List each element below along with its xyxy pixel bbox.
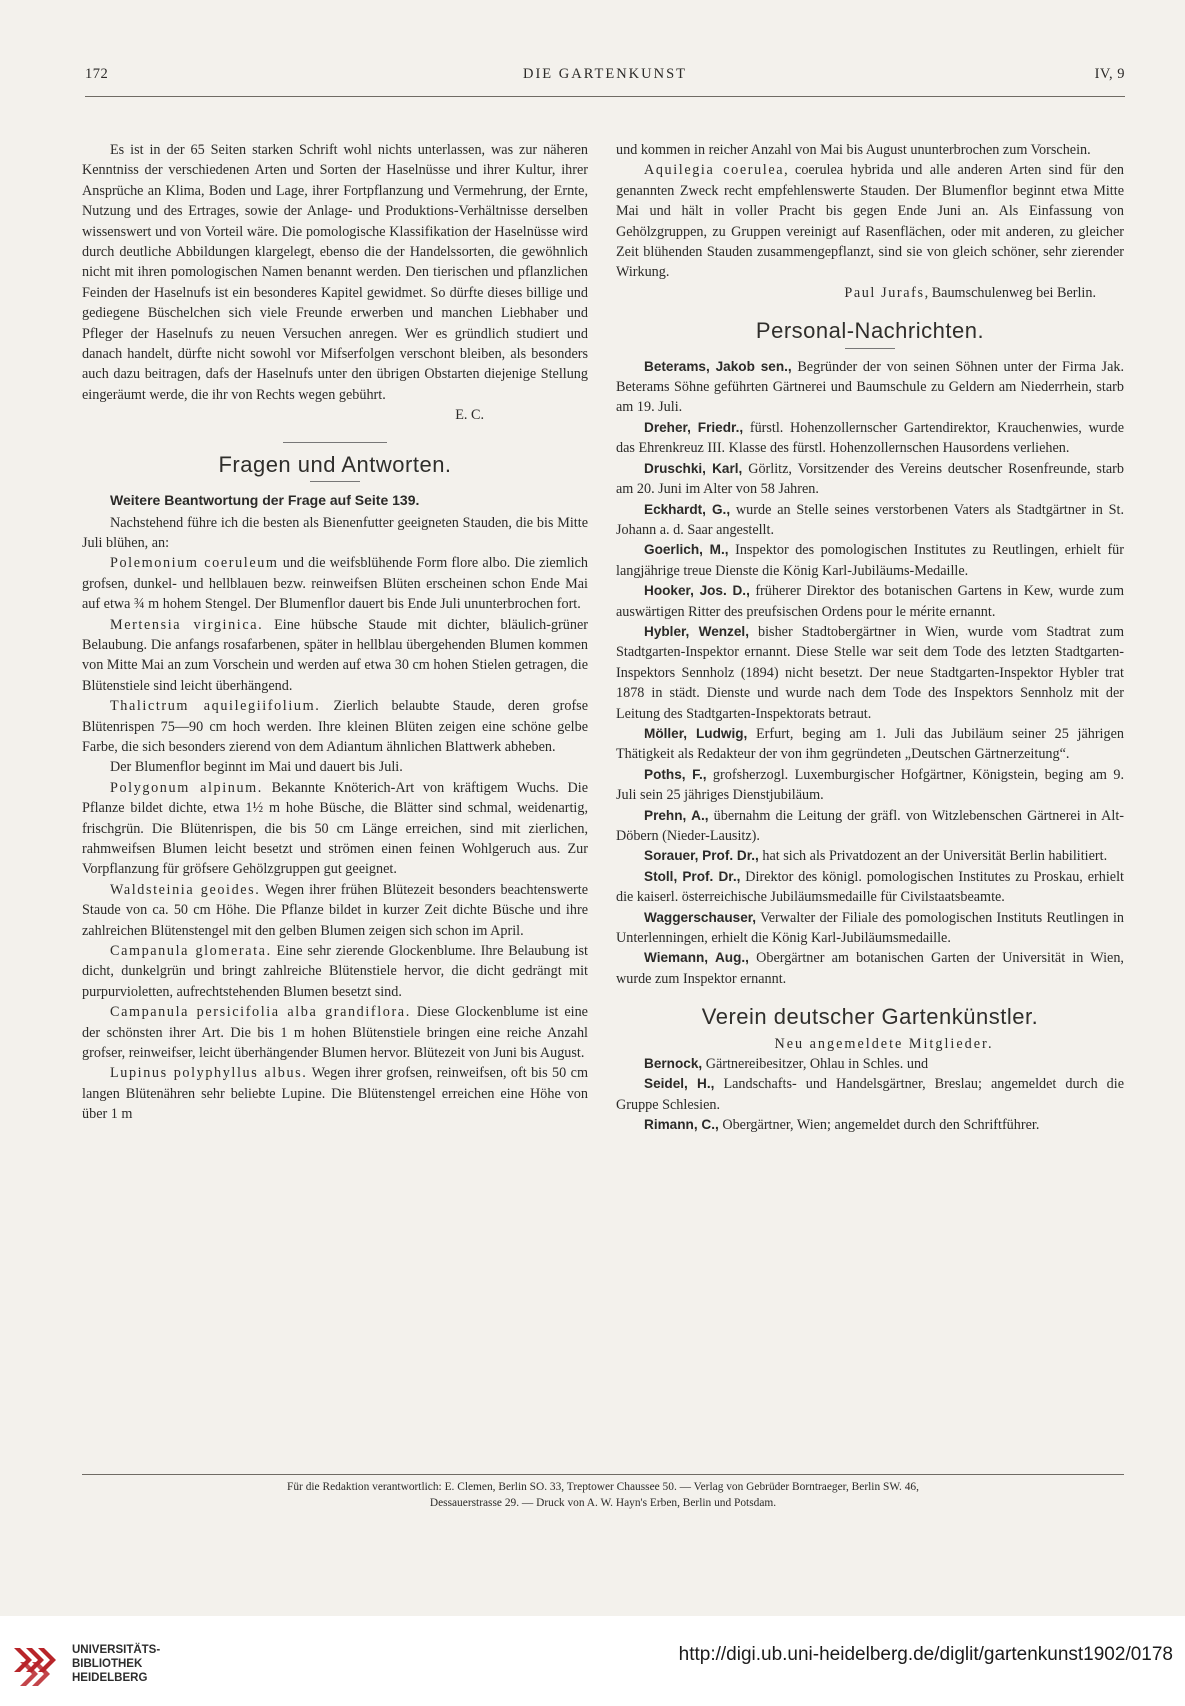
imprint-footer [82, 1479, 1124, 1511]
aquilegia-paragraph [616, 160, 1124, 282]
plant-entry [82, 615, 588, 697]
continuation-paragraph: und kommen in reicher Anzahl von Mai bis August ununterbrochen zum Vorschein. [616, 142, 1091, 158]
person-text: Görlitz, Vorsitzender des Vereins deutscher Rosenfreunde, starb am 20. Juni im Alter von 58 Jahren. [616, 460, 1125, 498]
plant-name: Aquilegia coerulea [644, 162, 785, 179]
plant-entry [82, 880, 588, 941]
signature-name: Paul Jurafs [844, 284, 925, 301]
plant-text: Diese Glockenblume ist eine der schönsten ihrer Art. Die bis 1 m hohen Blütenstiele bringen eine reiche Anzahl grofser, reinweifser, leicht überhängender Blumen hervor. Blütezeit von Juni bis August. [82, 1004, 588, 1062]
person-name: Druschki, Karl, [644, 460, 743, 476]
plant-entry [82, 553, 588, 614]
person-name: Dreher, Friedr., [644, 419, 744, 435]
person-text: übernahm die Leitung der gräfl. von Witzlebenschen Gärtnerei in Alt-Döbern (Nieder-Lausitz). [616, 807, 1124, 844]
member-entry [616, 1074, 1124, 1115]
person-entry [616, 622, 1124, 724]
plant-name: Polemonium coeruleum [110, 555, 279, 572]
person-entry [616, 500, 1124, 541]
plant-name: Campanula glomerata. [110, 943, 272, 960]
plant-text: und die weifsblühende Form flore albo. Die ziemlich grofsen, dunkel- und hellblauen bezw. reinweifsen Blüten erscheinen schon Ende Mai auf etwa ¾ m hohem Stengel. Der Blumenflor dauert bis Ende Juli ununterbrochen fort. [82, 555, 588, 613]
person-text: Verwalter der Filiale des pomologischen Instituts Reutlingen in Unterlenningen, erhielt die König Karl-Jubiläumsmedaille. [616, 909, 1124, 947]
plant-text: Zierlich belaubte Staude, deren grofse Blütenrispen 75—90 cm hoch werden. Ihre kleinen Blüten zeigen eine schöne gelbe Farbe, die sich besonders zierend von dem Adiantum ähnlichen Blattwerk abheben. [82, 698, 588, 755]
person-entry [616, 948, 1124, 989]
person-name: Beterams, Jakob sen., [644, 358, 792, 374]
member-text: Gärtnereibesitzer, Ohlau in Schles. und [702, 1056, 929, 1073]
person-name: Stoll, Prof. Dr., [644, 868, 741, 884]
issue-number: IV, 9 [1094, 66, 1125, 82]
person-text: Inspektor des pomologischen Institutes zu Reutlingen, erhielt für langjährige treue Dienste die König Karl-Jubiläums-Medaille. [616, 542, 1124, 579]
person-entry [616, 581, 1124, 622]
imprint-line-1: Für die Redaktion verantwortlich: E. Clemen, Berlin SO. 33, Treptower Chaussee 50. — Verlag von Gebrüder Borntraeger, Berlin SW. 46, [287, 1481, 919, 1493]
person-text: grofsherzogl. Luxemburgischer Hofgärtner, Königstein, beging am 9. Juli sein 25 jähriges Dienstjubiläum. [616, 766, 1125, 804]
person-name: Hooker, Jos. D., [644, 583, 750, 599]
plant-name: Polygonum alpinum. [110, 779, 263, 796]
journal-title: DIE GARTENKUNST [522, 66, 688, 82]
plant-text: , coerulea hybrida und alle anderen Arten sind für den genannten Zweck recht empfehlenswerte Stauden. Der Blumenflor beginnt etwa Mitte Mai und hält in voller Pracht bis gegen Ende Juni an. Als Einfassung von Gehölzgruppen, zu Gruppen vereinigt auf Rasenflächen, oder mit anderen, zu gleicher Zeit blühenden Stauden zusammengepflanzt, sind sie von gleich schöner, sehr zierender Wirkung. [616, 162, 1125, 281]
person-entry [616, 908, 1124, 949]
person-text: Direktor des königl. pomologischen Institutes zu Proskau, erhielt die kaiserl. österreichische Jubiläumsmedaille für Civilstaatsbeamte. [616, 868, 1124, 906]
person-entry [616, 418, 1124, 459]
plant-entry [82, 757, 588, 777]
section-title-fragen: Fragen und Antworten. [218, 451, 452, 477]
plant-name: Lupinus polyphyllus albus. [110, 1065, 308, 1082]
plant-entry [82, 696, 588, 757]
person-name: Prehn, A., [644, 807, 709, 823]
plant-text: Eine hübsche Staude mit dichter, bläulich-grüner Belaubung. Die anfangs rosafarbenen, später in hellblau übergehenden Blumen kommen von Mitte Mai an zum Vorschein und werden auf etwa 30 cm hohen Stielen getragen, die Blütenstiele sind leicht überhängend. [82, 616, 588, 694]
plant-entry [82, 778, 588, 880]
person-entry [616, 357, 1124, 418]
title-underline [845, 348, 895, 349]
plant-entry [82, 1002, 588, 1063]
permalink-url[interactable]: http://digi.ub.uni-heidelberg.de/diglit/gartenkunst1902/0178 [678, 1644, 1173, 1665]
plant-name: Mertensia virginica. [110, 616, 264, 633]
person-name: Eckhardt, G., [644, 501, 731, 517]
title-underline [310, 481, 360, 482]
plant-list [82, 553, 588, 1124]
plant-name: Campanula persicifolia alba grandiflora. [110, 1004, 411, 1021]
verein-subtitle: Neu angemeldete Mitglieder. [774, 1035, 994, 1052]
imprint-line-2: Dessauerstrasse 29. — Druck von A. W. Hayn's Erben, Berlin und Potsdam. [429, 1497, 777, 1509]
plant-text: Der Blumenflor beginnt im Mai und dauert bis Juli. [110, 759, 403, 776]
person-text: Begründer der von seinen Söhnen unter der Firma Jak. Beterams Söhne geführten Gärtnerei und Baumschule zu Geldern am Niederrhein, starb am 19. Juli. [616, 358, 1125, 416]
person-list [616, 357, 1124, 990]
person-entry [616, 765, 1124, 806]
person-text: fürstl. Hohenzollernscher Gartendirektor, Krauchenwies, wurde das Ehrenkreuz III. Klasse des fürstl. Hohenzollernschen Hausordens verliehen. [616, 419, 1124, 457]
person-text: wurde an Stelle seines verstorbenen Vaters als Stadtgärtner in St. Johann a. d. Saar angestellt. [616, 501, 1125, 538]
person-name: Goerlich, M., [644, 542, 729, 558]
person-name: Wiemann, Aug., [644, 950, 749, 966]
answer-signature [616, 283, 1124, 303]
left-column [82, 140, 588, 1125]
plant-text: Wegen ihrer grofsen, reinweifsen, oft bis 50 cm langen Blütenähren sehr beliebte Lupine. Die Blütenstengel erreichen eine Höhe von über 1 m [82, 1065, 588, 1123]
person-name: Hybler, Wenzel, [644, 623, 749, 639]
member-list [616, 1054, 1124, 1136]
plant-name: Thalictrum aquilegiifolium. [110, 698, 321, 715]
person-name: Möller, Ludwig, [644, 725, 748, 741]
running-header [85, 66, 1125, 92]
person-text: bisher Stadtobergärtner in Wien, wurde vom Stadtrat zum Stadtgarten-Inspektor ernannt. Diese Stelle war seit dem Tode des letzten Stadtgarten-Inspektors Sennholz (1894) nicht besetzt. Der neue Stadtgarten-Inspektor Hybler trat 1878 in städt. Dienste und wurde nach dem Tode des Inspektors Sennholz mit der Leitung des Stadtgarten-Inspektorats betraut. [616, 623, 1124, 722]
plant-text: Bekannte Knöterich-Art von kräftigem Wuchs. Die Pflanze bildet dichte, etwa 1½ m hohe Büsche, die Blätter sind schmal, weidenartig, frischgrün. Die Blütenrispen, die bis 50 cm Länge erreichen, sind mit zierlichen, rahmweifsen Blumen leicht besetzt und strömen einen feinen Wohlgeruch aus. Zur Vorpflanzung für gröfsere Gehölzgruppen gut geeignet. [82, 779, 588, 878]
member-entry [616, 1115, 1124, 1135]
section-divider [283, 442, 387, 443]
person-text: Obergärtner am botanischen Garten der Universität in Wien, wurde zum Inspektor ernannt. [616, 950, 1124, 987]
footer-rule [82, 1474, 1124, 1475]
question-title: Weitere Beantwortung der Frage auf Seite 139. [110, 492, 420, 509]
plant-text: Wegen ihrer frühen Blütezeit besonders beachtenswerte Staude von ca. 50 cm Höhe. Die Pflanze bildet in kurzer Zeit dichte Büsche und ihre zahlreichen Blütenstengel mit den gelben Blumen zeigen sich schon im April. [82, 881, 588, 939]
header-rule [85, 96, 1125, 97]
person-entry [616, 846, 1124, 866]
person-name: Poths, F., [644, 766, 707, 782]
section-title-personal: Personal-Nachrichten. [755, 318, 985, 344]
library-logo-icon [12, 1638, 64, 1690]
person-text: hat sich als Privatdozent an der Universität Berlin habilitiert. [758, 848, 1108, 865]
library-name-line: HEIDELBERG [72, 1672, 148, 1684]
plant-text: Eine sehr zierende Glockenblume. Ihre Belaubung ist dicht, dunkelgrün und bringt zahlreiche Blütenstiele hervor, die dicht gedrängt mit purpurvioletten, aufrechtstehenden Blumen besetzt sind. [82, 943, 588, 1000]
section-title-verein: Verein deutscher Gartenkünstler. [701, 1004, 1039, 1030]
library-name-line: BIBLIOTHEK [72, 1658, 143, 1670]
person-name: Waggerschauser, [644, 909, 757, 925]
plant-entry [82, 1063, 588, 1124]
answer-lead: Nachstehend führe ich die besten als Bienenfutter geeigneten Stauden, die bis Mitte Juli blühen, an: [82, 514, 588, 551]
review-paragraph: Es ist in der 65 Seiten starken Schrift wohl nichts unterlassen, was zur näheren Kenntniss der verschiedenen Arten und Sorten der Haselnüsse und ihrer Kultur, ihrer Ansprüche an Klima, Boden und Lage, ihrer Fortpflanzung und Vermehrung, der Ernte, Nutzung und des Ertrages, sowie der Anlage- und Produktions-Verhältnisse derselben wissenswert und von Vorteil wäre. Die pomologische Klassifikation der Haselnüsse wird durch deutliche Abbildungen klargelegt, ebenso die der Handelssorten, die gewöhnlich nicht mit ihren pomologischen Namen benannt werden. Den tierischen und pflanzlichen Feinden der Haselnufs ist ein besonderes Kapitel gewidmet. So dürfte dieses billige und gediegene Büschelchen sich viele Freunde erwerben und manchen Liebhaber und Pfleger der Haselnufs zu neuen Versuchen anregen. Wer es gründlich studiert und danach handelt, dürfte nicht sowohl vor Mifserfolgen verschont bleiben, als besonders auch dazu beitragen, dafs der Haselnufs unter den übrigen Obstarten diejenige Stellung eingeräumt werde, die ihr von Rechts wegen gebührt. [82, 142, 588, 403]
person-text: früherer Direktor des botanischen Gartens in Kew, wurde zum auswärtigen Ritter des preufsischen Ordens pour le mérite ernannt. [616, 583, 1124, 620]
person-entry [616, 459, 1124, 500]
person-entry [616, 806, 1124, 847]
review-signature: E. C. [455, 407, 484, 424]
person-name: Sorauer, Prof. Dr., [644, 848, 759, 864]
plant-name: Waldsteinia geoides. [110, 881, 261, 898]
library-name-line: UNIVERSITÄTS- [72, 1644, 161, 1656]
person-entry [616, 540, 1124, 581]
right-column [616, 140, 1124, 1136]
member-name: Seidel, H., [644, 1076, 715, 1092]
plant-entry [82, 941, 588, 1002]
page-number: 172 [85, 66, 109, 82]
person-entry [616, 867, 1124, 908]
library-name [72, 1643, 160, 1685]
signature-place: , Baumschulenweg bei Berlin. [924, 284, 1096, 301]
member-text: Landschafts- und Handelsgärtner, Breslau; angemeldet durch die Gruppe Schlesien. [616, 1076, 1125, 1113]
member-text: Obergärtner, Wien; angemeldet durch den Schriftführer. [718, 1117, 1040, 1134]
person-entry [616, 724, 1124, 765]
person-text: Erfurt, beging am 1. Juli das Jubiläum seiner 25 jährigen Thätigkeit als Redakteur der von ihm gegründeten „Deutschen Gärtnerzeitung“. [616, 725, 1124, 763]
member-name: Bernock, [644, 1056, 703, 1072]
member-name: Rimann, C., [644, 1117, 719, 1133]
member-entry [616, 1054, 1124, 1074]
